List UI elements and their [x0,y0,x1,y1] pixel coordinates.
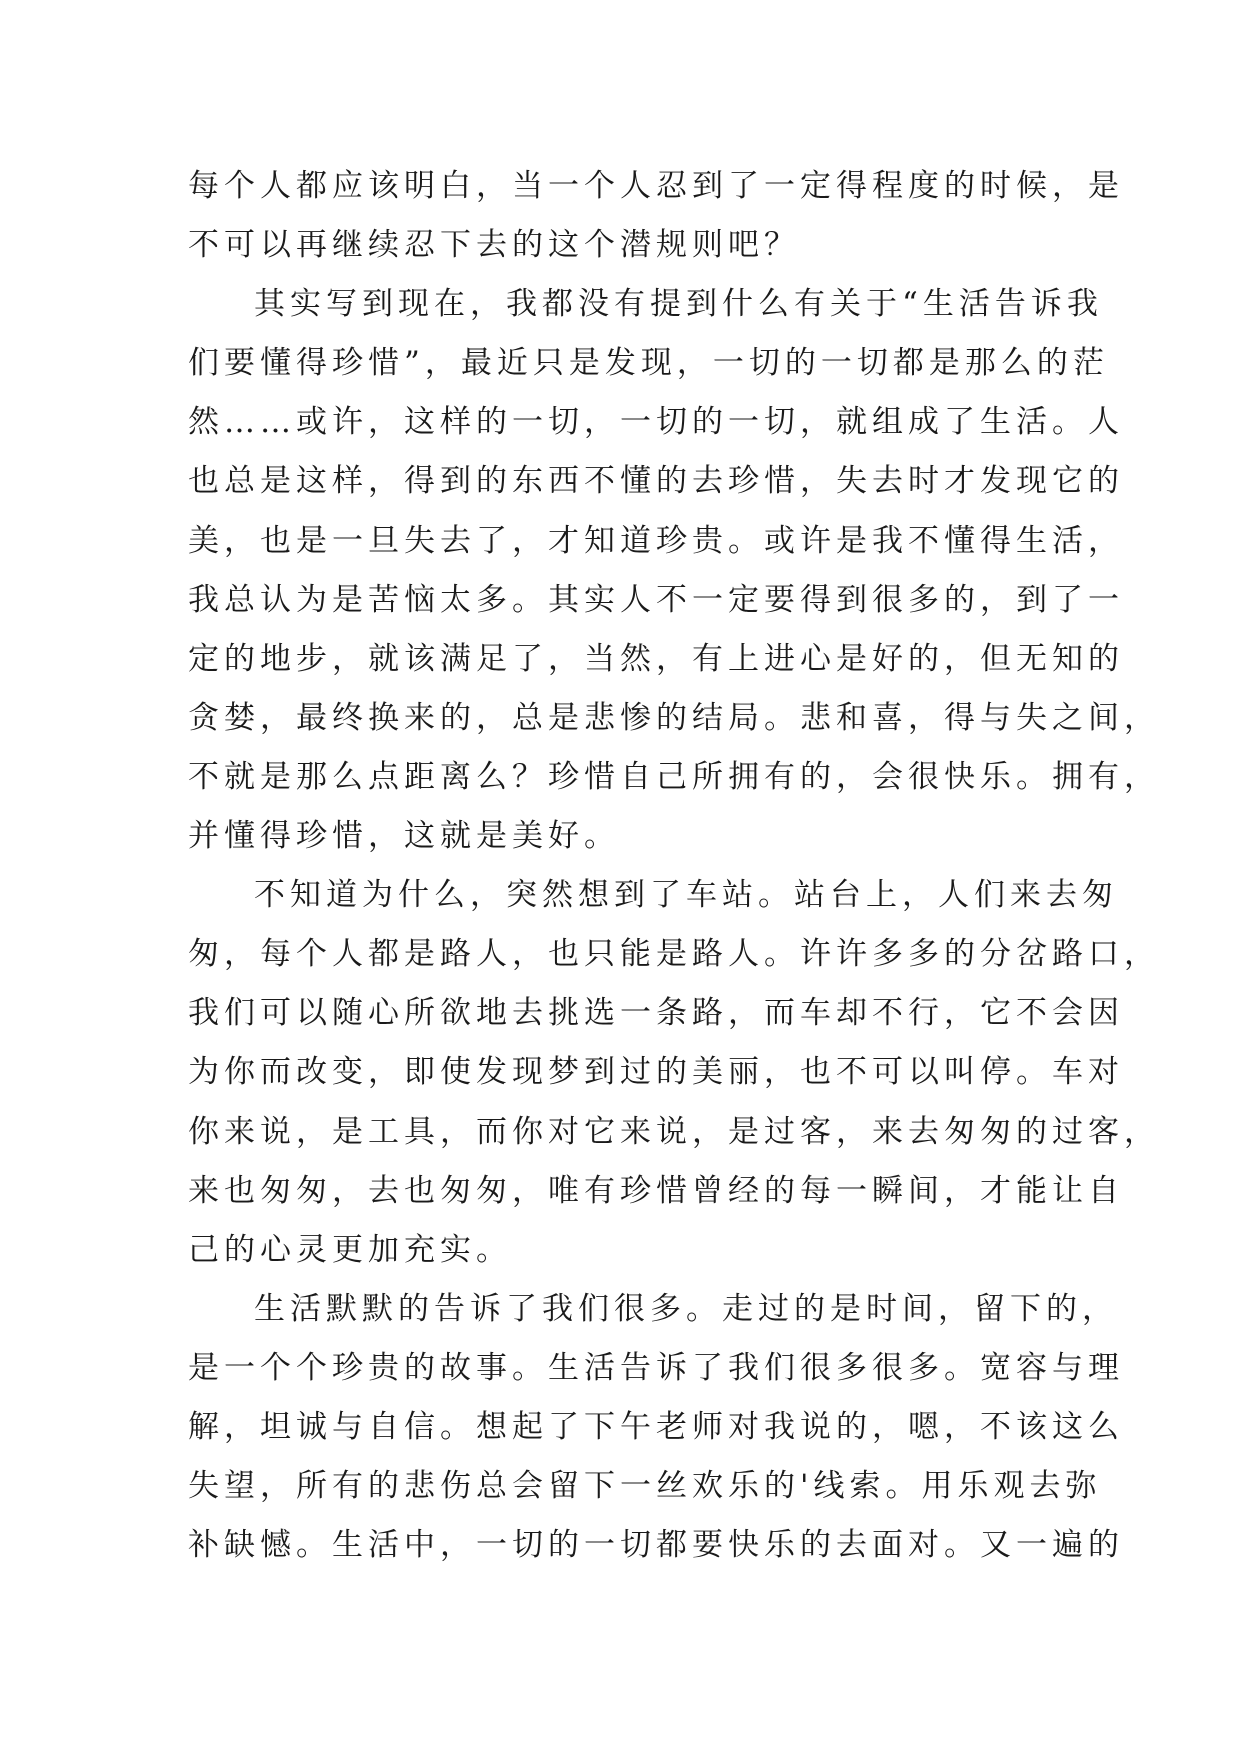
text-line: 是一个个珍贵的故事。生活告诉了我们很多很多。宽容与理 [188,1349,1124,1386]
text-line: 们要懂得珍惜”，最近只是发现，一切的一切都是那么的茫 [188,345,1109,382]
text-line: 解，坦诚与自信。想起了下午老师对我说的，嗯，不该这么 [188,1408,1124,1445]
text-line: 美，也是一旦失去了，才知道珍贵。或许是我不懂得生活， [188,522,1124,559]
text-line: 每个人都应该明白，当一个人忍到了一定得程度的时候，是 [188,168,1124,204]
text-line: 为你而改变，即使发现梦到过的美丽，也不可以叫停。车对 [188,1054,1124,1091]
text-line: 不就是那么点距离么？珍惜自己所拥有的，会很快乐。拥有， [188,758,1160,795]
text-line: 来也匆匆，去也匆匆，唯有珍惜曾经的每一瞬间，才能让自 [188,1172,1124,1209]
text-line: 也总是这样，得到的东西不懂的去珍惜，失去时才发现它的 [188,463,1124,500]
text-line: 匆，每个人都是路人，也只能是路人。许许多多的分岔路口， [188,936,1160,973]
text-line: 定的地步，就该满足了，当然，有上进心是好的，但无知的 [188,640,1124,677]
text-line: 失望，所有的悲伤总会留下一丝欢乐的'线索。用乐观去弥 [188,1468,1102,1505]
text-line: 补缺憾。生活中，一切的一切都要快乐的去面对。又一遍的 [188,1527,1124,1564]
text-line: 我总认为是苦恼太多。其实人不一定要得到很多的，到了一 [188,581,1124,618]
text-line: 你来说，是工具，而你对它来说，是过客，来去匆匆的过客， [188,1113,1160,1150]
text-line: 贪婪，最终换来的，总是悲惨的结局。悲和喜，得与失之间， [188,699,1160,736]
text-line: 己的心灵更加充实。 [188,1231,512,1268]
text-line: 生活默默的告诉了我们很多。走过的是时间，留下的， [254,1290,1118,1327]
text-line: 并懂得珍惜，这就是美好。 [188,818,620,855]
text-line: 不知道为什么，突然想到了车站。站台上，人们来去匆 [254,877,1118,914]
text-line: 我们可以随心所欲地去挑选一条路，而车却不行，它不会因 [188,995,1124,1032]
body-text [188,157,1160,1575]
text-line: 其实写到现在，我都没有提到什么有关于“生活告诉我 [254,286,1103,323]
text-line: 然……或许，这样的一切，一切的一切，就组成了生活。人 [188,404,1124,441]
text-line: 不可以再继续忍下去的这个潜规则吧？ [188,227,800,264]
